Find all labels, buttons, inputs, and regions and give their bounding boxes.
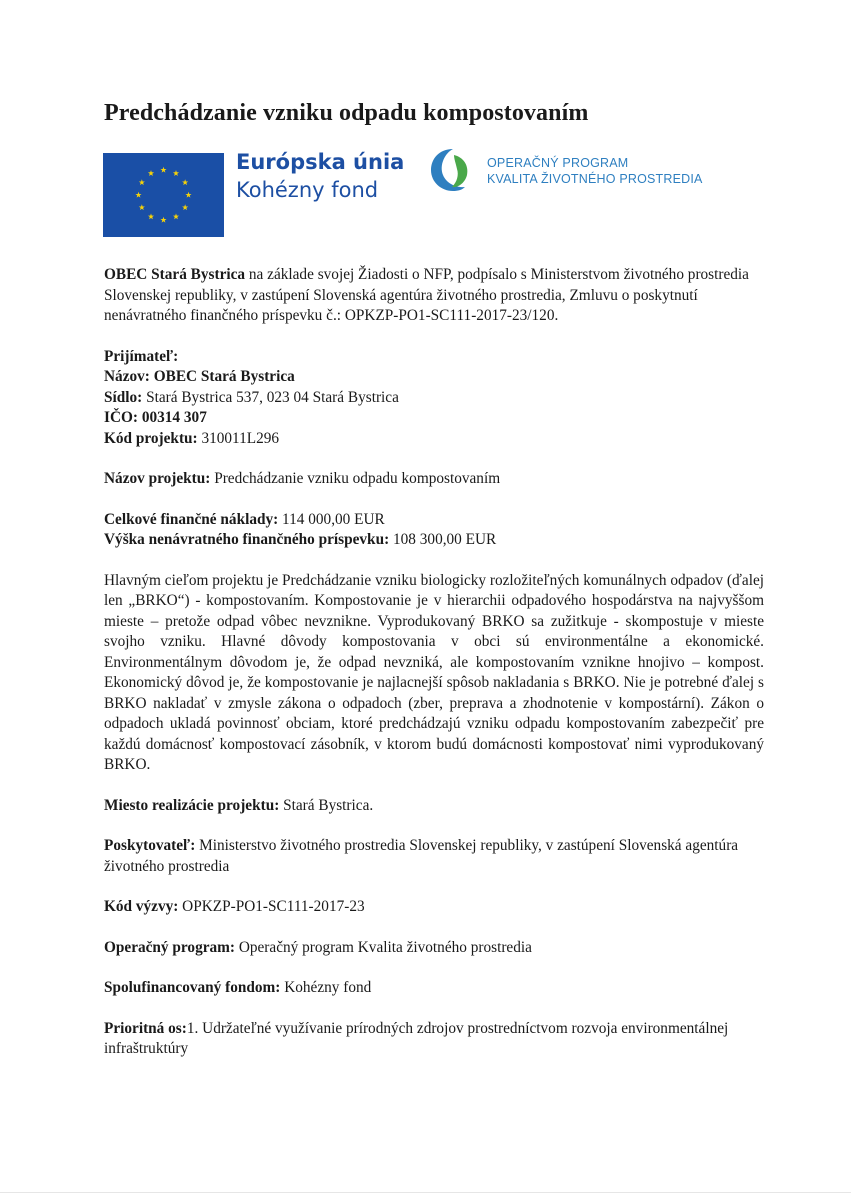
intro-municipality: OBEC Stará Bystrica (104, 266, 246, 283)
total-costs: Celkové finančné náklady: 114 000,00 EUR (104, 510, 385, 528)
eu-star-icon (160, 167, 166, 173)
recipient-ico: IČO: 00314 307 (104, 409, 207, 426)
intro-text: na základe svojej Žiadosti o NFP, podpísalo s Ministerstvom životného prostredia Slovenskej republiky, v zastúpení Slovenská agentúra životného prostredia, Zmluvu o poskytnutí nenávratného finančného príspevku č.: OPKZP-PO1-SC111-2017-23/120. (104, 266, 749, 324)
eu-star-icon (182, 204, 188, 210)
intro-paragraph (104, 265, 764, 327)
op-logo-line2: KVALITA ŽIVOTNÉHO PROSTREDIA (487, 172, 703, 186)
eu-star-icon (182, 179, 188, 185)
eu-star-icon (135, 192, 141, 198)
eu-star-icon (173, 213, 179, 219)
project-code: Kód projektu: 310011L296 (104, 429, 280, 447)
op-logo-line1: OPERAČNÝ PROGRAM (487, 156, 629, 170)
project-location: Miesto realizácie projektu: Stará Bystrica. (104, 796, 374, 814)
eu-star-icon (139, 179, 145, 185)
priority-axis: Prioritná os:1. Udržateľné využívanie prírodných zdrojov prostredníctvom rozvoja environmentálnej infraštruktúry (104, 1019, 729, 1057)
project-name: Názov projektu: Predchádzanie vzniku odpadu kompostovaním (104, 470, 501, 487)
operational-programme-leaf-icon (427, 145, 479, 195)
eu-star-icon (148, 213, 154, 219)
eu-logo-line2: Kohézny fond (236, 178, 379, 202)
page-bottom-line (0, 1192, 851, 1193)
provider: Poskytovateľ: Ministerstvo životného prostredia Slovenskej republiky, v zastúpení Slovenská agentúra životného prostredia (104, 837, 739, 875)
recipient-seat: Sídlo: Stará Bystrica 537, 023 04 Stará Bystrica (104, 388, 399, 406)
document-body (104, 265, 764, 1060)
operational-programme: Operačný program: Operačný program Kvalita životného prostredia (104, 938, 532, 956)
grant-amount: Výška nenávratného finančného príspevku: 108 300,00 EUR (104, 531, 497, 548)
document-title: Predchádzanie vzniku odpadu kompostovaním (104, 100, 589, 126)
operational-programme-logo-text (487, 155, 703, 187)
eu-star-icon (160, 217, 166, 223)
call-code: Kód výzvy: OPKZP-PO1-SC111-2017-23 (104, 898, 365, 915)
eu-star-icon (148, 170, 154, 176)
co-financing-fund: Spolufinancovaný fondom: Kohézny fond (104, 979, 372, 996)
eu-flag-logo (103, 153, 224, 237)
eu-star-icon (139, 204, 145, 210)
eu-star-icon (173, 170, 179, 176)
eu-star-icon (185, 192, 191, 198)
eu-logo-line1: Európska únia (236, 150, 405, 174)
project-description: Hlavným cieľom projektu je Predchádzanie vzniku biologicky rozložiteľných komunálnych odpadov (ďalej len „BRKO“) - kompostovaním. Kompostovanie je v hierarchii odpadového hospodárstva na najvyššom mieste – pretože odpad vôbec nevznikne. Vyprodukovaný BRKO sa zužitkuje - skompostuje v mieste svojho vzniku. Hlavné dôvody kompostovania v obci sú environmentálne a ekonomické. Environmentálnym dôvodom je, že odpad nevzniká, ale kompostovaním vznikne hnojivo – kompost. Ekonomický dôvod je, že kompostovanie je najlacnejší spôsob nakladania s BRKO. Nie je potrebné ďalej s BRKO nakladať v zmysle zákona o odpadoch (zber, preprava a zhodnotenie v kompostární). Zákon o odpadoch ukladá povinnosť obciam, ktoré predchádzajú vzniku odpadu kompostovaním zabezpečiť pre každú domácnosť kompostovací zásobník, v ktorom budú domácnosti kompostovať nimi vyprodukovaný BRKO. (104, 571, 764, 773)
recipient-name: Názov: OBEC Stará Bystrica (104, 368, 295, 385)
eu-logo-text (236, 148, 404, 204)
recipient-heading: Prijímateľ: (104, 347, 179, 365)
